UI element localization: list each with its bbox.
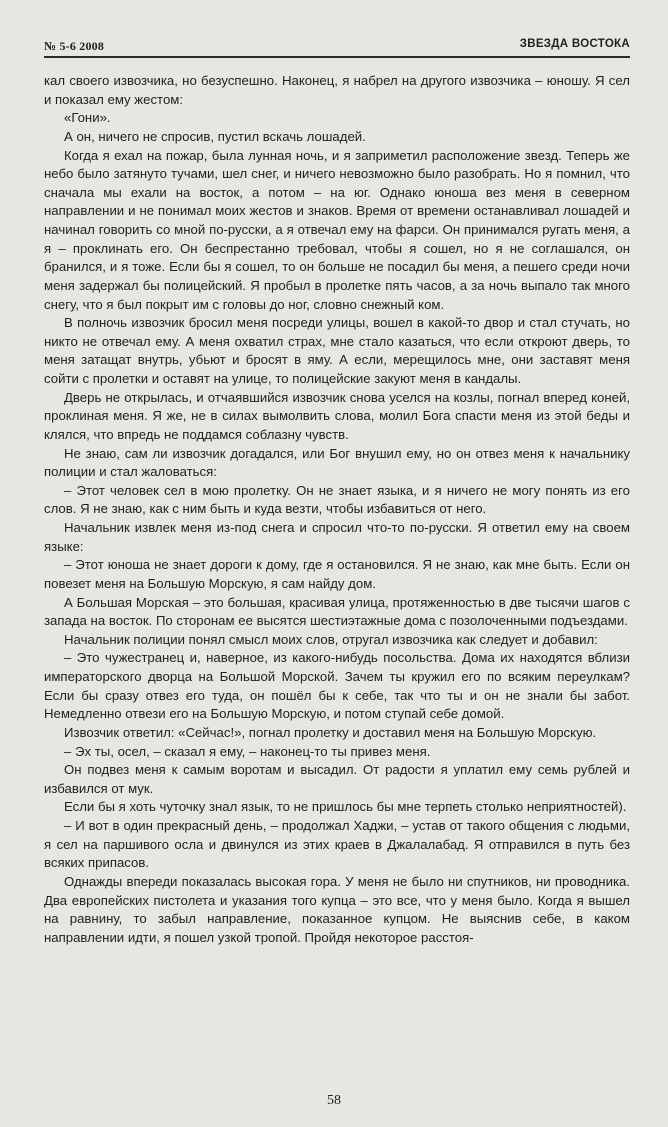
paragraph: «Гони». <box>64 110 111 126</box>
running-header <box>44 36 630 58</box>
paragraph: Начальник извлек меня из-под снега и спросил что-то по-русски. Я ответил ему на своем языке: <box>44 520 630 554</box>
paragraph: – Этот юноша не знает дороги к дому, где я остановился. Я не знаю, как мне быть. Если он повезет меня на Большую Морскую, я сам найду дом. <box>44 557 630 591</box>
paragraph: Не знаю, сам ли извозчик догадался, или Бог внушил ему, но он отвез меня к начальнику полиции и стал жаловаться: <box>44 445 630 480</box>
paragraph: А он, ничего не спросив, пустил вскачь лошадей. <box>64 128 366 144</box>
paragraph: Начальник полиции понял смысл моих слов, отругал извозчика как следует и добавил: <box>64 631 598 647</box>
paragraph: – Эх ты, осел, – сказал я ему, – наконец-то ты привез меня. <box>64 743 431 759</box>
journal-title: ЗВЕЗДА ВОСТОКА <box>519 38 630 50</box>
paragraph: Дверь не открылась, и отчаявшийся извозчик снова уселся на козлы, погнал вперед коней, проклиная меня. Я же, не в силах вымолвить слова, молил Бога спасти меня из этой беды и клялся, что впредь не поддамся соблазну чувств. <box>44 389 630 442</box>
paragraph: В полночь извозчик бросил меня посреди улицы, вошел в какой-то двор и стал стучать, но никто не отвечал ему. А меня охватил страх, мне стало казаться, что если откроют дверь, то меня затащат внутрь, убьют и бросят в яму. А если, мерещилось мне, они заставят меня сойти с пролетки и оставят на улице, то полицейские закуют меня в кандалы. <box>44 315 630 386</box>
paragraph: – Этот человек сел в мою пролетку. Он не знает языка, и я ничего не могу понять из его слов. Я не знаю, как с ним быть и куда везти, чтобы избавиться от него. <box>44 482 630 517</box>
paragraph: Однажды впереди показалась высокая гора. У меня не было ни спутников, ни проводника. Два европейских пистолета и указания того купца – это все, что у меня было. Когда я вышел на равнину, то забыл направление, показанное купцом. Не выяснив себе, в каком направлении идти, я пошел узкой тропой. Пройдя некоторое расстоя- <box>44 873 630 945</box>
paragraph: А Большая Морская – это большая, красивая улица, протяженностью в две тысячи шагов с запада на восток. По сторонам ее высятся шестиэтажные дома с позолоченными подъездами. <box>44 594 630 629</box>
paragraph: – Это чужестранец и, наверное, из какого-нибудь посольства. Дома их находятся вблизи императорского дворца на Большой Морской. Зачем ты кружил его по всяким переулкам? Если бы сразу отвез его туда, он пошёл бы к себе, так что ты и он не знали бы забот. Немедленно отвези его на Большую Морскую, и потом ступай себе домой. <box>44 650 630 722</box>
article-body <box>44 72 630 947</box>
page-number: 58 <box>327 1093 341 1108</box>
paragraph: Если бы я хоть чуточку знал язык, то не пришлось бы мне терпеть столько неприятностей). <box>64 799 627 815</box>
paragraph: Он подвез меня к самым воротам и высадил. От радости я уплатил ему семь рублей и избавился от мук. <box>44 762 630 796</box>
paragraph: Когда я ехал на пожар, была лунная ночь, и я заприметил расположение звезд. Теперь же небо было затянуто тучами, шел снег, и ничего невозможно было разобрать. Но я помнил, что сначала мы ехали на восток, а потом – на юг. Однако юноша вез меня в северном направлении и не понимал моих жестов и знаков. Время от времени останавливал лошадей и начинал говорить со мной по-русски, а я отвечал ему на фарси. Он принимался ругать меня, а я – проклинать его. Он беспрестанно требовал, чтобы я сошел, но я не соглашался, он бранился, и я тоже. Если бы я сошел, то он больше не посадил бы меня, а пешего среди ночи меня задержал бы полицейский. Я пробыл в пролетке пять часов, а за ночь выпало так много снегу, что я был покрыт им с головы до ног, словно снежный ком. <box>44 147 630 312</box>
issue-number: № 5-6 2008 <box>44 39 105 53</box>
paragraph: кал своего извозчика, но безуспешно. Наконец, я набрел на другого извозчика – юношу. Я сел и показал ему жестом: <box>44 73 630 107</box>
paragraph: Извозчик ответил: «Сейчас!», погнал пролетку и доставил меня на Большую Морскую. <box>64 724 597 740</box>
paragraph: – И вот в один прекрасный день, – продолжал Хаджи, – устав от такого общения с людьми, я сел на паршивого осла и двинулся из этих краев в Джалалабад. Я отправился в путь без всяких припасов. <box>44 818 630 871</box>
